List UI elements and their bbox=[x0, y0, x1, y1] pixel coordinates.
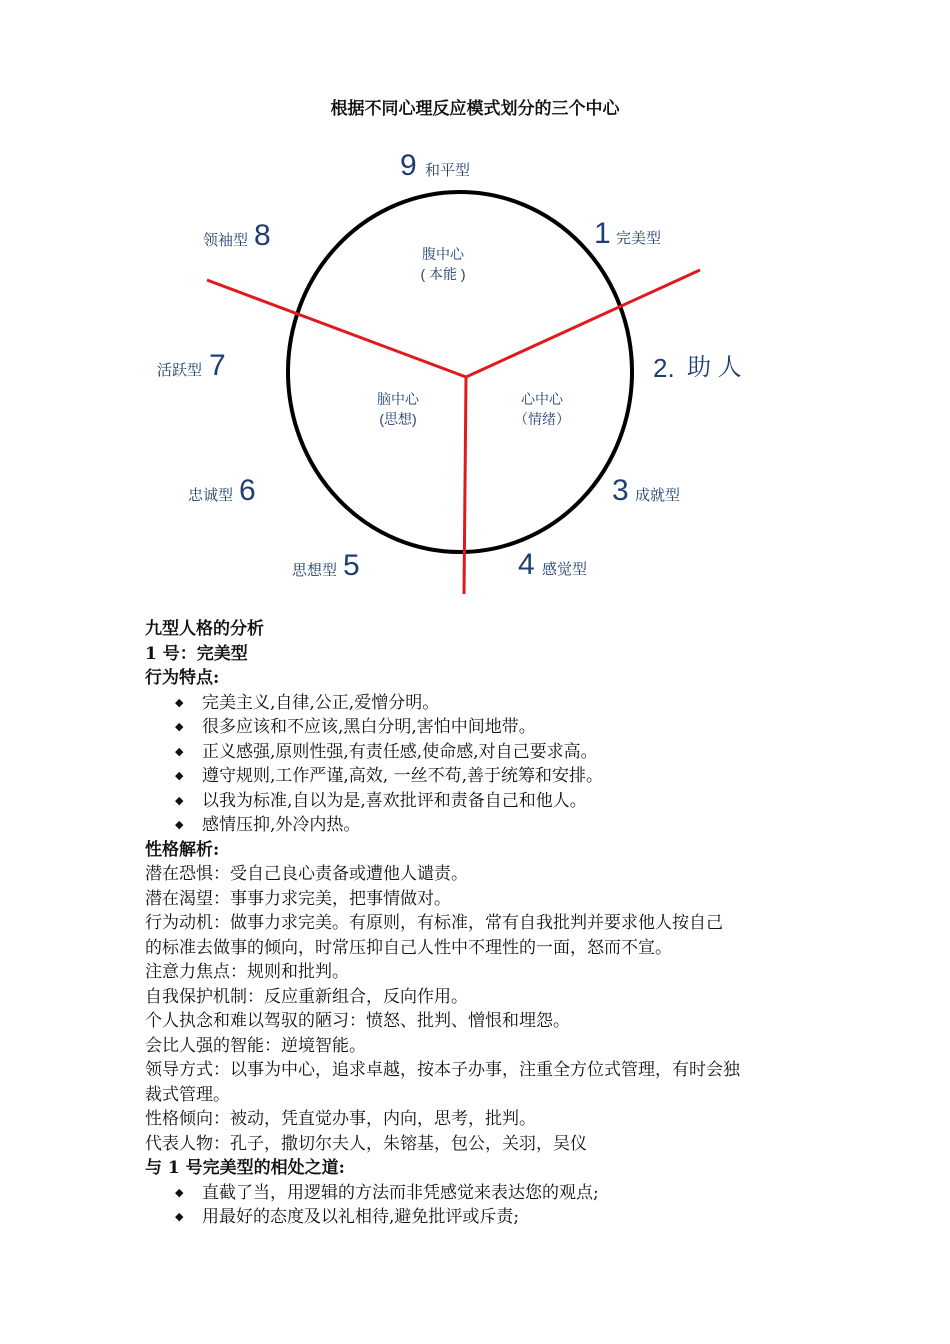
list-item bbox=[175, 691, 845, 716]
list-item-text: 用最好的态度及以礼相待,避免批评或斥责; bbox=[202, 1207, 520, 1227]
type-5-number: 5 bbox=[343, 549, 360, 582]
type-4-name: 感觉型 bbox=[542, 561, 588, 578]
analysis-motivation: 行为动机：做事力求完美。有原则，有标准，常有自我批判并要求他人按自己的标准去做事的倾向，时常压抑自己人性中不理性的一面，怒而不宣。 bbox=[145, 913, 723, 958]
type-8-name: 领袖型 bbox=[203, 232, 249, 249]
type-1-number: 1 bbox=[594, 217, 611, 250]
type-4-number: 4 bbox=[518, 548, 535, 581]
diamond-bullet-icon: ◆ bbox=[175, 1210, 184, 1223]
diamond-bullet-icon: ◆ bbox=[175, 793, 184, 807]
type-3-name: 成就型 bbox=[635, 487, 681, 504]
type-7-name: 活跃型 bbox=[157, 362, 203, 379]
diamond-bullet-icon: ◆ bbox=[175, 720, 184, 733]
type-2-number: 2. bbox=[653, 353, 675, 383]
list-item bbox=[175, 1205, 845, 1230]
type-2-name: 助 人 bbox=[687, 354, 742, 381]
list-item bbox=[175, 715, 845, 740]
list-item-text: 遵守规则,工作严谨,高效, 一丝不苟,善于统筹和安排。 bbox=[202, 766, 604, 786]
enneagram-centers-diagram bbox=[0, 130, 950, 600]
diamond-bullet-icon: ◆ bbox=[175, 818, 184, 831]
list-item-text: 感情压抑,外冷内热。 bbox=[202, 815, 361, 835]
type-9-number: 9 bbox=[400, 149, 417, 182]
heart-center-sub: （情绪） bbox=[514, 411, 570, 427]
list-item-text: 正义感强,原则性强,有责任感,使命感,对自己要求高。 bbox=[202, 741, 598, 762]
type-3-number: 3 bbox=[612, 474, 629, 507]
divider-bottom bbox=[464, 377, 466, 594]
analysis-heading: 性格解析: bbox=[145, 839, 220, 860]
gut-center-label: 腹中心 bbox=[422, 246, 464, 262]
analysis-fear: 潜在恐惧：受自己良心责备或遭他人谴责。 bbox=[145, 864, 468, 884]
type-1-name: 完美型 bbox=[616, 230, 662, 247]
behavior-heading: 行为特点: bbox=[145, 668, 220, 688]
list-item bbox=[175, 813, 845, 838]
relate-list bbox=[145, 1181, 845, 1230]
list-item-text: 完美主义,自律,公正,爱憎分明。 bbox=[202, 692, 440, 713]
relate-heading: 与 1 号完美型的相处之道: bbox=[145, 1158, 345, 1178]
document-body bbox=[145, 617, 845, 1230]
list-item bbox=[175, 1181, 845, 1206]
list-item bbox=[175, 764, 845, 789]
analysis-figures: 代表人物：孔子，撒切尔夫人，朱镕基，包公，关羽，吴仪 bbox=[145, 1133, 587, 1154]
head-center-sub: (思想) bbox=[379, 411, 417, 427]
analysis-intelligence: 会比人强的智能：逆境智能。 bbox=[145, 1035, 366, 1056]
gut-center-sub: ( 本能 ) bbox=[420, 266, 466, 282]
type-5-name: 思想型 bbox=[292, 562, 338, 579]
analysis-tendency: 性格倾向：被动，凭直觉办事，内向，思考，批判。 bbox=[145, 1109, 536, 1129]
diamond-bullet-icon: ◆ bbox=[175, 695, 184, 709]
type-9-name: 和平型 bbox=[425, 162, 471, 179]
diamond-bullet-icon: ◆ bbox=[175, 744, 184, 758]
type-8-number: 8 bbox=[254, 219, 271, 252]
divider-left bbox=[207, 280, 466, 377]
heart-center-label: 心中心 bbox=[521, 391, 563, 407]
diagram-title: 根据不同心理反应模式划分的三个中心 bbox=[330, 99, 620, 119]
analysis-vice: 个人执念和难以驾驭的陋习：愤怒、批判、憎恨和埋怨。 bbox=[145, 1011, 570, 1031]
analysis-leadership: 领导方式：以事为中心，追求卓越，按本子办事，注重全方位式管理，有时会独裁式管理。 bbox=[145, 1060, 740, 1105]
list-item-text: 直截了当，用逻辑的方法而非凭感觉来表达您的观点; bbox=[202, 1182, 599, 1203]
analysis-focus: 注意力焦点：规则和批判。 bbox=[145, 962, 349, 982]
diamond-bullet-icon: ◆ bbox=[175, 1185, 184, 1199]
head-center-label: 脑中心 bbox=[377, 391, 419, 407]
type-7-number: 7 bbox=[209, 349, 226, 382]
list-item-text: 以我为标准,自以为是,喜欢批评和责备自己和他人。 bbox=[202, 790, 587, 811]
behavior-list bbox=[145, 691, 845, 838]
analysis-defense: 自我保护机制：反应重新组合，反向作用。 bbox=[145, 986, 468, 1007]
type-6-number: 6 bbox=[239, 474, 256, 507]
analysis-desire: 潜在渴望：事事力求完美，把事情做对。 bbox=[145, 888, 451, 909]
diamond-bullet-icon: ◆ bbox=[175, 769, 184, 782]
type1-heading: 1 号：完美型 bbox=[145, 643, 248, 664]
list-item-text: 很多应该和不应该,黑白分明,害怕中间地带。 bbox=[202, 717, 536, 737]
section-title: 九型人格的分析 bbox=[145, 619, 264, 639]
type-6-name: 忠诚型 bbox=[188, 487, 234, 504]
list-item bbox=[175, 789, 845, 814]
list-item bbox=[175, 740, 845, 765]
